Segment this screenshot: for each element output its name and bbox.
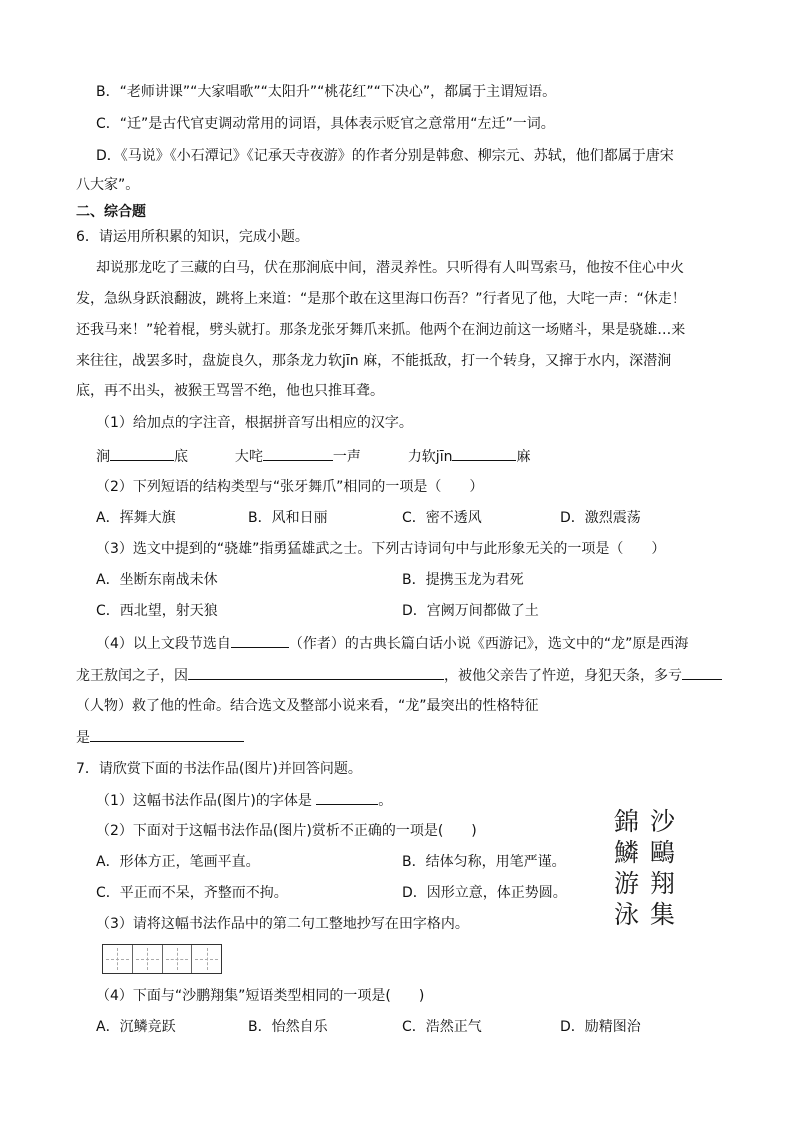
choice-a[interactable]: A．形体方正，笔画平直。 — [96, 854, 260, 870]
choice-a[interactable]: A．沉鳞竞跃 — [96, 1019, 176, 1035]
choice-b[interactable]: B．怡然自乐 — [248, 1019, 328, 1035]
choice-d[interactable]: D．宫阙万间都做了土 — [402, 603, 539, 619]
calligraphy-char: 泳 — [614, 900, 640, 929]
option-b: B．“老师讲课”“大家唱歌”“太阳升”“桃花红”“下决心”，都属于主谓短语。 — [96, 84, 557, 100]
q6-sub4-text: （作者）的古典长篇白话小说《西游记》，选文中的“龙”原是西海 — [288, 636, 689, 652]
calligraphy-char: 集 — [650, 900, 676, 929]
tianzige-grid[interactable] — [102, 944, 222, 974]
q7-stem: 7．请欣赏下面的书法作品(图片)并回答问题。 — [76, 761, 362, 777]
passage-line: 来往往，战罢多时，盘旋良久，那条龙力软jīn 麻，不能抵敌，打一个转身，又撺于水内，深潜涧 — [76, 353, 672, 369]
q6-sub4-text: 龙王敖闰之子，因 — [76, 668, 188, 684]
grid-cell[interactable] — [192, 945, 221, 973]
q6-sub4-line2 — [76, 665, 722, 686]
answer-blank[interactable] — [188, 665, 444, 680]
fill-c-pre: 力软jīn — [407, 449, 453, 465]
choice-c[interactable]: C．浩然正气 — [402, 1019, 482, 1035]
choice-b[interactable]: B．风和日丽 — [248, 510, 328, 526]
q6-sub1: （1）给加点的字注音，根据拼音写出相应的汉字。 — [96, 415, 413, 431]
calligraphy-left-column — [614, 806, 644, 930]
answer-blank[interactable] — [263, 446, 333, 461]
fill-b-pre: 大咤 — [234, 449, 263, 465]
passage-line: 却说那龙吃了三藏的白马，伏在那涧底中间，潜灵养性。只听得有人叫骂索马，他按不住心中火 — [96, 260, 684, 276]
q6-sub4-line1 — [96, 633, 688, 654]
q7-sub2: （2）下面对于这幅书法作品(图片)赏析不正确的一项是( ) — [96, 823, 477, 839]
option-d-line2: 八大家”。 — [76, 177, 140, 193]
fill-c-post: 麻 — [516, 449, 531, 465]
calligraphy-image — [612, 806, 682, 930]
q6-sub4-text: （4）以上文段节选自 — [96, 636, 231, 652]
answer-blank[interactable] — [316, 790, 378, 805]
passage-line: 发，急纵身跃浪翻波，跳将上来道：“是那个敢在这里海口伤吾？”行者见了他，大咤一声：“休走！ — [76, 291, 686, 307]
answer-blank[interactable] — [682, 665, 722, 680]
q6-sub3: （3）选文中提到的“骁雄”指勇猛雄武之士。下列古诗词句中与此形象无关的一项是（ ） — [96, 541, 666, 557]
passage-line: 还我马来！”轮着棍，劈头就打。那条龙张牙舞爪来抓。他两个在涧边前这一场赌斗，果是骁雄…来 — [76, 322, 686, 338]
answer-blank[interactable] — [90, 727, 244, 742]
choice-c[interactable]: C．西北望，射天狼 — [96, 603, 218, 619]
q6-sub2: （2）下列短语的结构类型与“张牙舞爪”相同的一项是（ ） — [96, 479, 484, 495]
q7-sub1-text: （1）这幅书法作品(图片)的字体是 — [96, 793, 312, 809]
fill-b-post: 一声 — [332, 449, 361, 465]
choice-c[interactable]: C．密不透风 — [402, 510, 482, 526]
section-title: 二、综合题 — [76, 204, 146, 220]
choice-b[interactable]: B．结体匀称，用笔严谨。 — [402, 854, 566, 870]
q6-sub4-line3: （人物）救了他的性命。结合选文及整部小说来看，“龙”最突出的性格特征 — [76, 698, 539, 714]
q6-sub4-text: ，被他父亲告了忤逆，身犯天条，多亏 — [444, 668, 682, 684]
grid-cell[interactable] — [103, 945, 133, 973]
option-c: C．“迁”是古代官吏调动常用的词语，具体表示贬官之意常用“左迁”一词。 — [96, 116, 555, 132]
grid-cell[interactable] — [163, 945, 193, 973]
answer-blank[interactable] — [452, 446, 516, 461]
q6-sub4-text: 是 — [76, 730, 90, 746]
answer-blank[interactable] — [110, 446, 174, 461]
choice-d[interactable]: D．因形立意，体正势圆。 — [402, 885, 567, 901]
q6-fill-row — [96, 446, 530, 467]
choice-a[interactable]: A．挥舞大旗 — [96, 510, 176, 526]
calligraphy-char: 沙 — [650, 807, 676, 836]
choice-b[interactable]: B．提携玉龙为君死 — [402, 572, 524, 588]
q7-sub1-text: 。 — [378, 793, 393, 809]
calligraphy-right-column — [650, 806, 680, 930]
q7-sub1 — [96, 790, 392, 811]
calligraphy-char: 游 — [614, 869, 640, 898]
choice-c[interactable]: C．平正而不呆，齐整而不拘。 — [96, 885, 288, 901]
calligraphy-char: 鱗 — [614, 838, 640, 867]
option-d-line1: D．《马说》《小石潭记》《记承天寺夜游》的作者分别是韩愈、柳宗元、苏轼，他们都属于唐宋 — [96, 148, 674, 164]
passage-line: 底，再不出头，被猴王骂詈不绝，他也只推耳聋。 — [76, 383, 384, 399]
grid-cell[interactable] — [133, 945, 163, 973]
fill-a-pre: 涧 — [96, 449, 110, 465]
q6-sub4-line4 — [76, 727, 244, 748]
q7-sub4: （4）下面与“沙鹏翔集”短语类型相同的一项是( ) — [96, 988, 425, 1004]
q7-sub3: （3）请将这幅书法作品中的第二句工整地抄写在田字格内。 — [96, 916, 469, 932]
choice-a[interactable]: A．坐断东南战未休 — [96, 572, 218, 588]
answer-blank[interactable] — [231, 633, 289, 648]
calligraphy-char: 鷗 — [650, 838, 676, 867]
fill-a-post: 底 — [174, 449, 188, 465]
calligraphy-char: 錦 — [614, 807, 640, 836]
calligraphy-char: 翔 — [650, 869, 676, 898]
q6-stem: 6．请运用所积累的知识，完成小题。 — [76, 229, 309, 245]
choice-d[interactable]: D．激烈震荡 — [560, 510, 641, 526]
choice-d[interactable]: D．励精图治 — [560, 1019, 641, 1035]
